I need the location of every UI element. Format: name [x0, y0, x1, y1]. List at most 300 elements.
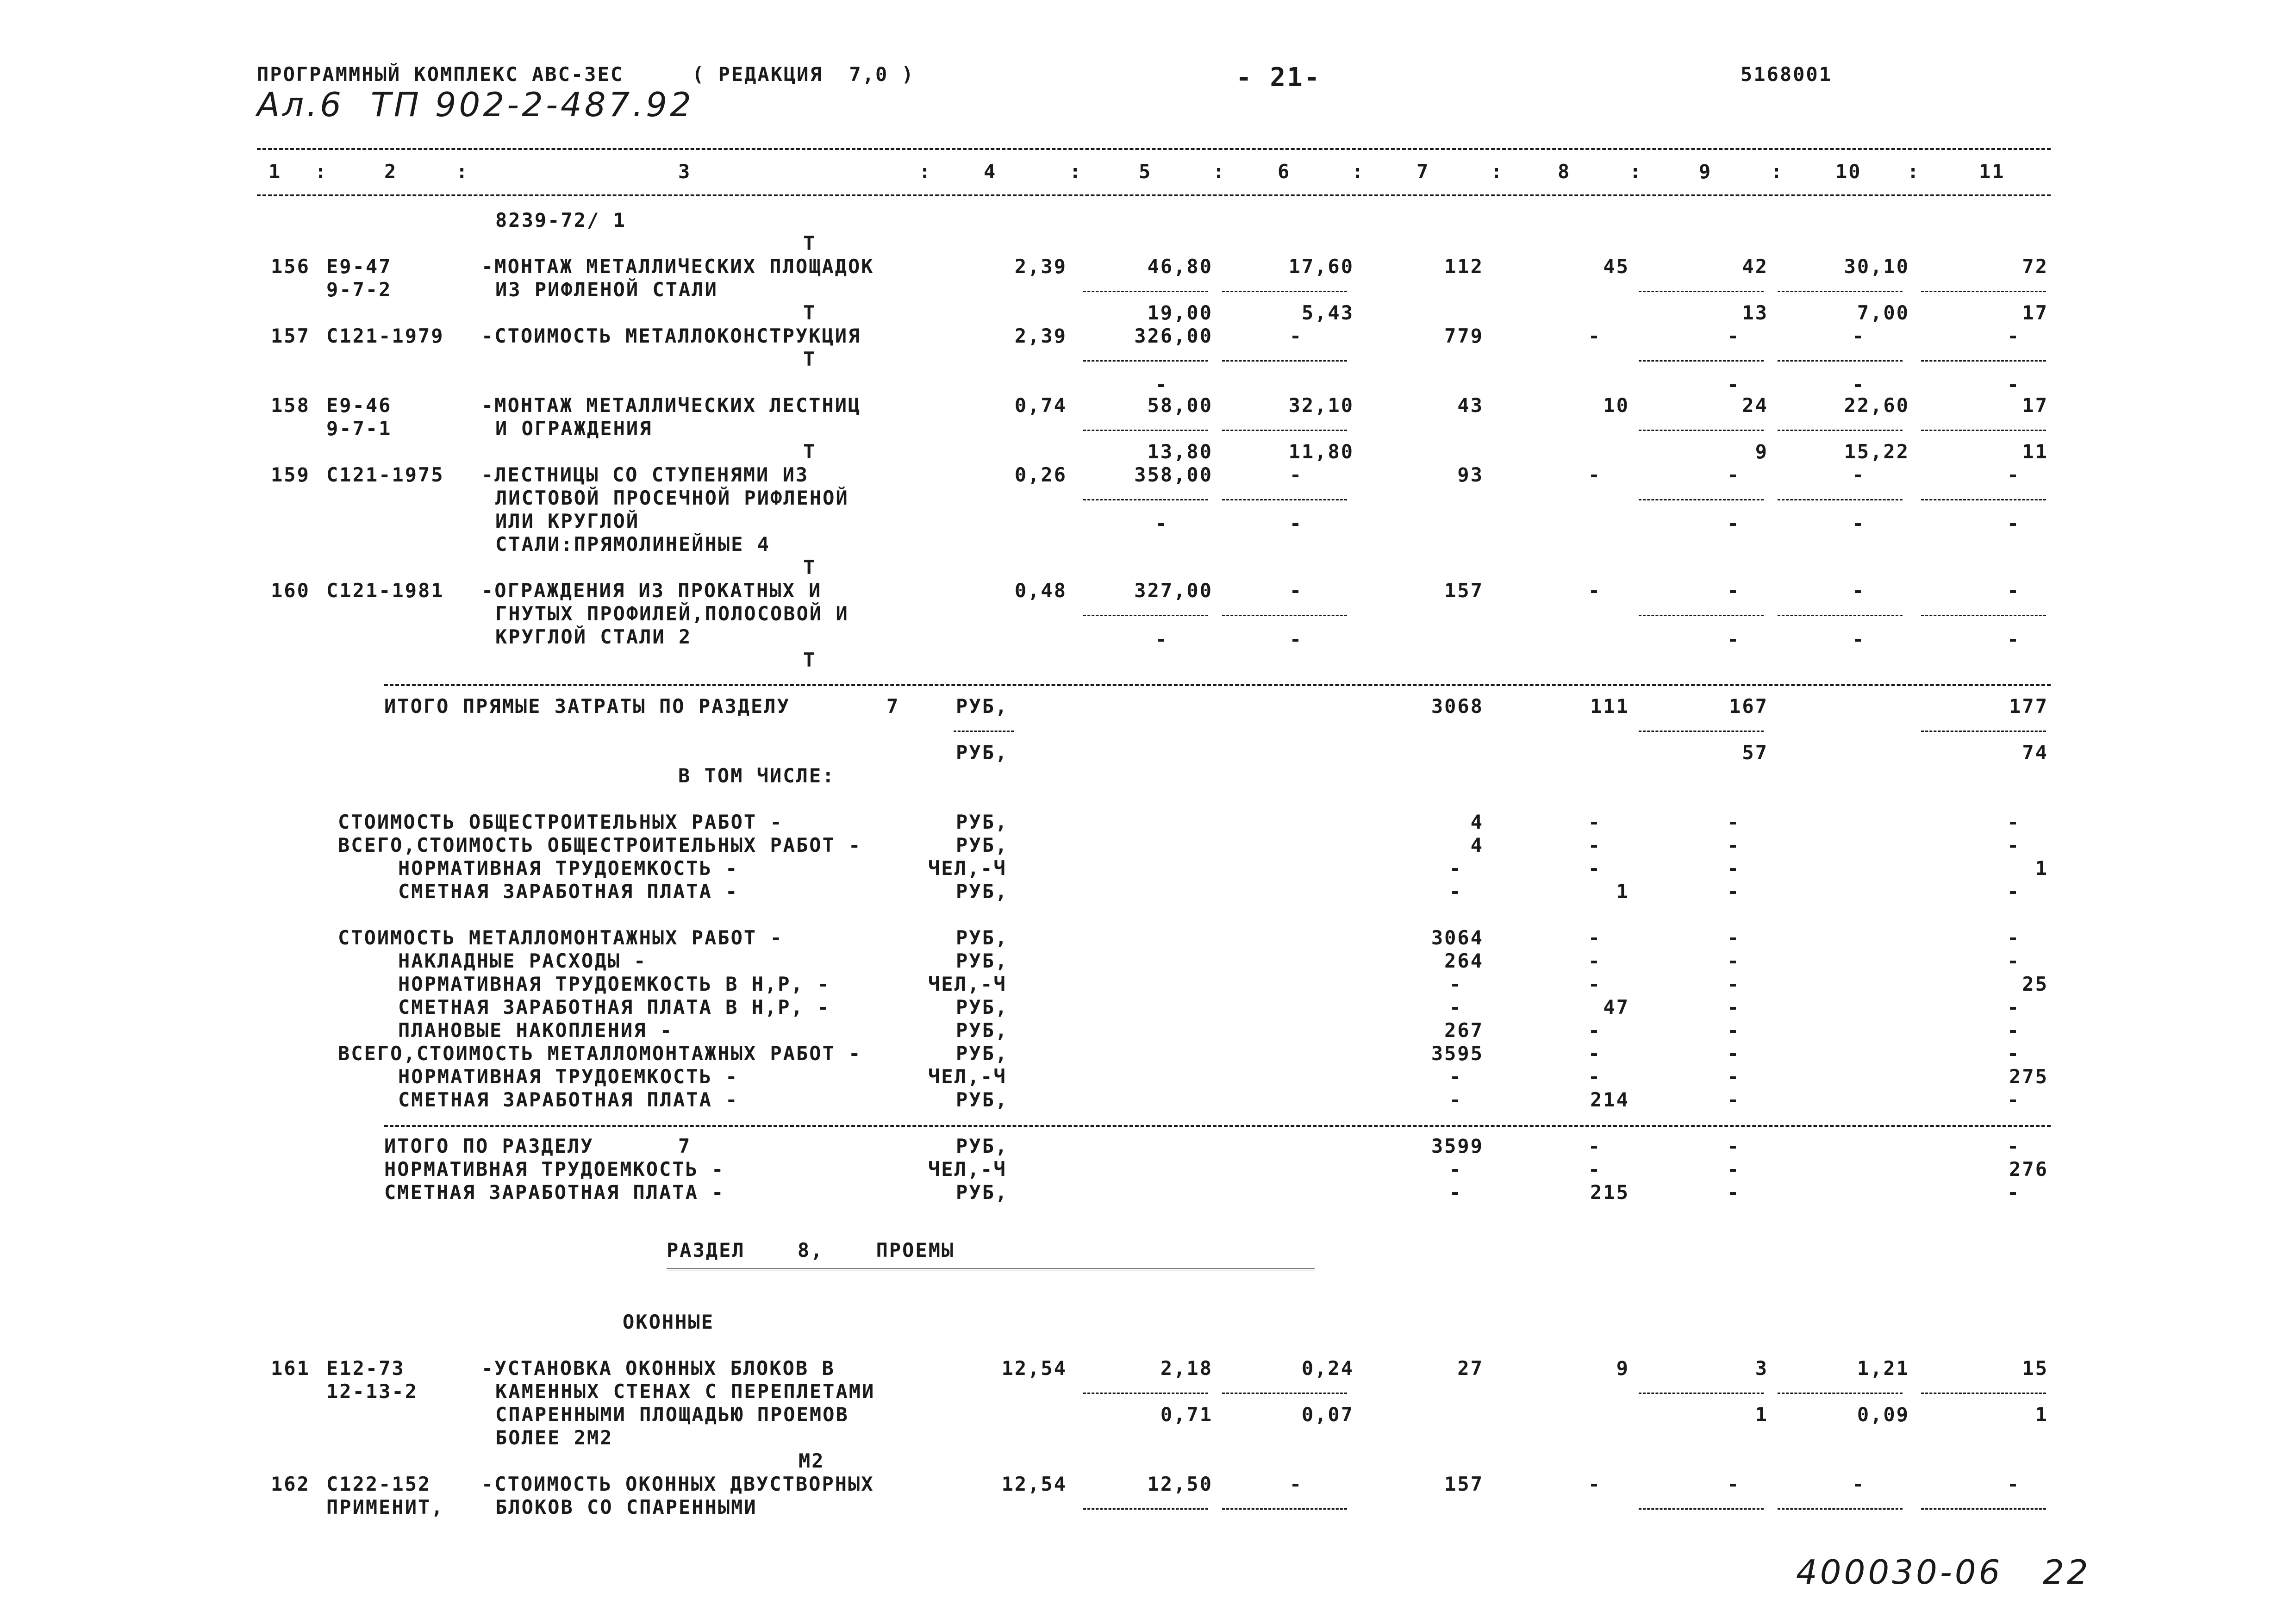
cell: 0,48 [1014, 579, 1067, 602]
cell: - [1852, 325, 1866, 347]
cell: -МОНТАЖ МЕТАЛЛИЧЕСКИХ ПЛОЩАДОК [481, 255, 874, 278]
cell: - [1588, 811, 1602, 833]
dash-rule [1921, 615, 2046, 616]
col-3: 3 [678, 160, 692, 183]
dash-rule [1083, 1393, 1208, 1394]
cell: - [1588, 834, 1602, 856]
cell: - [1727, 1158, 1741, 1181]
dash-rule [1778, 1393, 1903, 1394]
cell: - [1727, 949, 1741, 972]
cell: - [1289, 1473, 1303, 1495]
cell: - [1588, 1473, 1602, 1495]
dash-rule [1222, 291, 1347, 292]
cell: ЧЕЛ,-Ч [928, 857, 1007, 880]
cell: 9 [1616, 1357, 1629, 1380]
cell: 58,00 [1147, 394, 1213, 417]
cell: 276 [2009, 1158, 2048, 1181]
cell: ИТОГО ПРЯМЫЕ ЗАТРАТЫ ПО РАЗДЕЛУ [384, 695, 790, 718]
cell: - [1588, 579, 1602, 602]
cell: - [2007, 1019, 2021, 1042]
cell: 12,54 [1001, 1473, 1067, 1495]
cell: - [1588, 949, 1602, 972]
program-title: ПРОГРАММНЫЙ КОМПЛЕКС АВС-ЗЕС [257, 63, 624, 86]
cell: - [1588, 926, 1602, 949]
dash-rule [1778, 615, 1903, 616]
cell: 0,26 [1014, 463, 1067, 486]
cell: - [2007, 1088, 2021, 1111]
cell: М2 [799, 1449, 825, 1472]
cell: С122-152 [326, 1473, 431, 1495]
cell: ВСЕГО,СТОИМОСТЬ ОБЩЕСТРОИТЕЛЬНЫХ РАБОТ - [338, 834, 862, 856]
cell: 13 [1742, 301, 1768, 324]
cell: 160 [271, 579, 310, 602]
cell: 12,54 [1001, 1357, 1067, 1380]
cell: - [1852, 628, 1866, 650]
cell: БОЛЕЕ 2М2 [495, 1426, 613, 1449]
cell: 2,18 [1160, 1357, 1213, 1380]
cell: - [1289, 512, 1303, 535]
cell: - [1449, 880, 1463, 903]
cell: 32,10 [1288, 394, 1354, 417]
page-number: - 21- [1236, 62, 1321, 93]
cell: РУБ, [956, 880, 1009, 903]
dash-rule [1083, 291, 1208, 292]
cell: 11 [2022, 440, 2048, 463]
cell: 358,00 [1134, 463, 1213, 486]
cell: - [2007, 996, 2021, 1018]
col-4: 4 [984, 160, 997, 183]
cell: 167 [1729, 695, 1768, 718]
cell: -ЛЕСТНИЦЫ СО СТУПЕНЯМИ ИЗ [481, 463, 809, 486]
cell: 13,80 [1147, 440, 1213, 463]
cell: В ТОМ ЧИСЛЕ: [678, 764, 836, 787]
cell: - [1727, 1042, 1741, 1065]
cell: СТАЛИ:ПРЯМОЛИНЕЙНЫЕ 4 [495, 533, 771, 556]
col-5: 5 [1139, 160, 1152, 183]
cell: 264 [1444, 949, 1484, 972]
cell: Т [803, 556, 817, 579]
cell: КРУГЛОЙ СТАЛИ 2 [495, 625, 692, 648]
col-sep: : [1352, 160, 1365, 183]
cell: 1 [2035, 857, 2048, 880]
handwritten-sheet-code: 400030-06 22 [1796, 1553, 2091, 1592]
cell: - [1727, 1088, 1741, 1111]
dash-rule [1921, 499, 2046, 500]
cell: - [1449, 973, 1463, 995]
cell: - [2007, 463, 2021, 486]
cell: 9 [1755, 440, 1768, 463]
cell: 25 [2022, 973, 2048, 995]
cell: - [1727, 857, 1741, 880]
col-sep: : [315, 160, 328, 183]
cell: 267 [1444, 1019, 1484, 1042]
dash-rule [1639, 731, 1764, 732]
cell: Т [803, 232, 817, 255]
cell: - [2007, 1135, 2021, 1157]
cell: 7 [886, 695, 900, 718]
cell: - [1727, 579, 1741, 602]
cell: - [1449, 857, 1463, 880]
dash-rule [1222, 1393, 1347, 1394]
col-7: 7 [1416, 160, 1430, 183]
cell: 3068 [1431, 695, 1484, 718]
cell: 1,21 [1857, 1357, 1909, 1380]
cell: 3595 [1431, 1042, 1484, 1065]
cell: - [1155, 512, 1169, 535]
dash-rule [1639, 499, 1764, 500]
cell: Е9-47 [326, 255, 392, 278]
cell: 10 [1603, 394, 1629, 417]
cell: - [1852, 1473, 1866, 1495]
cell: 2,39 [1014, 255, 1067, 278]
section-total-rule [384, 1125, 2051, 1127]
cell: 3599 [1431, 1135, 1484, 1157]
cell: ЧЕЛ,-Ч [928, 973, 1007, 995]
dash-rule [1639, 1508, 1764, 1510]
cell: РУБ, [956, 949, 1009, 972]
cell: 27 [1457, 1357, 1484, 1380]
cell: - [1727, 512, 1741, 535]
cell: С121-1975 [326, 463, 444, 486]
cell: 162 [271, 1473, 310, 1495]
dash-rule [1921, 360, 2046, 362]
cell: НОРМАТИВНАЯ ТРУДОЕМКОСТЬ - [384, 1158, 725, 1181]
col-11: 11 [1979, 160, 2005, 183]
cell: 157 [271, 325, 310, 347]
cell: ЛИСТОВОЙ ПРОСЕЧНОЙ РИФЛЕНОЙ [495, 487, 849, 509]
cell: 1 [1755, 1403, 1768, 1426]
cell: 15 [2022, 1357, 2048, 1380]
dash-rule [1222, 430, 1347, 431]
cell: 46,80 [1147, 255, 1213, 278]
cell: - [1852, 373, 1866, 396]
cell: 93 [1457, 463, 1484, 486]
dash-rule [1083, 615, 1208, 616]
cell: ЧЕЛ,-Ч [928, 1158, 1007, 1181]
cell: 19,00 [1147, 301, 1213, 324]
cell: 24 [1742, 394, 1768, 417]
cell: 2,39 [1014, 325, 1067, 347]
cell: РУБ, [956, 1019, 1009, 1042]
col-sep: : [1771, 160, 1784, 183]
cell: - [1727, 373, 1741, 396]
cell: ПРИМЕНИТ, [326, 1496, 444, 1518]
cell: 327,00 [1134, 579, 1213, 602]
cell: 158 [271, 394, 310, 417]
cell: - [1852, 463, 1866, 486]
cell: 22,60 [1844, 394, 1909, 417]
handwritten-reference: Ал.6 ТП 902-2-487.92 [257, 85, 694, 124]
cell: 326,00 [1134, 325, 1213, 347]
cell: - [1588, 1019, 1602, 1042]
cell: РУБ, [956, 741, 1009, 764]
section-title-underline [667, 1268, 1315, 1270]
cell: И ОГРАЖДЕНИЯ [495, 417, 653, 440]
cell: РУБ, [956, 695, 1009, 718]
dash-rule [1222, 1508, 1347, 1510]
cell: - [1289, 325, 1303, 347]
col-10: 10 [1835, 160, 1862, 183]
col-sep: : [1491, 160, 1504, 183]
col-sep: : [1629, 160, 1643, 183]
dash-rule [1639, 1393, 1764, 1394]
cell: 0,07 [1301, 1403, 1354, 1426]
cell: - [1727, 834, 1741, 856]
cell: РУБ, [956, 1042, 1009, 1065]
cell: 47 [1603, 996, 1629, 1018]
edition-label: ( РЕДАКЦИЯ 7,0 ) [692, 63, 915, 86]
cell: Т [803, 301, 817, 324]
cell: 156 [271, 255, 310, 278]
cell: ИЗ РИФЛЕНОЙ СТАЛИ [495, 278, 718, 301]
cell: - [1155, 628, 1169, 650]
dash-rule [1778, 1508, 1903, 1510]
cell: 0,24 [1301, 1357, 1354, 1380]
cell: 111 [1590, 695, 1629, 718]
cell: 112 [1444, 255, 1484, 278]
cell: 9-7-1 [326, 417, 392, 440]
cell: 3064 [1431, 926, 1484, 949]
cell: - [1449, 1181, 1463, 1204]
cell: РУБ, [956, 1135, 1009, 1157]
cell: - [2007, 926, 2021, 949]
cell: - [1588, 973, 1602, 995]
cell: Т [803, 440, 817, 463]
dash-rule [1921, 1508, 2046, 1510]
col-2: 2 [384, 160, 398, 183]
cell: НОРМАТИВНАЯ ТРУДОЕМКОСТЬ - [398, 1065, 739, 1088]
cell: 157 [1444, 579, 1484, 602]
cell: - [2007, 373, 2021, 396]
cell: - [1727, 1135, 1741, 1157]
cell: - [1588, 463, 1602, 486]
col-sep: : [456, 160, 469, 183]
cell: - [2007, 579, 2021, 602]
col-6: 6 [1278, 160, 1291, 183]
cell: ИТОГО ПО РАЗДЕЛУ [384, 1135, 594, 1157]
cell: - [2007, 1473, 2021, 1495]
col-1: 1 [268, 160, 282, 183]
cell: НОРМАТИВНАЯ ТРУДОЕМКОСТЬ В Н,Р, - [398, 973, 830, 995]
cell: - [1727, 811, 1741, 833]
cell: ОКОННЫЕ [623, 1311, 715, 1333]
cell: - [1449, 996, 1463, 1018]
cell: - [1449, 1158, 1463, 1181]
col-sep: : [919, 160, 932, 183]
cell: -СТОИМОСТЬ ОКОННЫХ ДВУСТВОРНЫХ [481, 1473, 874, 1495]
dash-rule [1921, 1393, 2046, 1394]
cell: - [1449, 1088, 1463, 1111]
cell: КАМЕННЫХ СТЕНАХ С ПЕРЕПЛЕТАМИ [495, 1380, 875, 1403]
cell: - [1588, 1158, 1602, 1181]
cell: - [1588, 1065, 1602, 1088]
cell: РУБ, [956, 811, 1009, 833]
cell: - [1727, 1181, 1741, 1204]
cell: СМЕТНАЯ ЗАРАБОТНАЯ ПЛАТА - [384, 1181, 725, 1204]
cell: 157 [1444, 1473, 1484, 1495]
cell: 0,09 [1857, 1403, 1909, 1426]
cell: СТОИМОСТЬ МЕТАЛЛОМОНТАЖНЫХ РАБОТ - [338, 926, 783, 949]
col-sep: : [1907, 160, 1921, 183]
cell: СМЕТНАЯ ЗАРАБОТНАЯ ПЛАТА В Н,Р, - [398, 996, 830, 1018]
cell: 3 [1755, 1357, 1768, 1380]
cell: С121-1979 [326, 325, 444, 347]
cell: - [1289, 579, 1303, 602]
cell: - [1727, 926, 1741, 949]
cell: - [2007, 949, 2021, 972]
cell: 12-13-2 [326, 1380, 418, 1403]
cell: -ОГРАЖДЕНИЯ ИЗ ПРОКАТНЫХ И [481, 579, 822, 602]
cell: - [1727, 628, 1741, 650]
cell: 9-7-2 [326, 278, 392, 301]
cell: - [1727, 973, 1741, 995]
dash-rule [1083, 360, 1208, 362]
cell: 42 [1742, 255, 1768, 278]
cell: - [1852, 512, 1866, 535]
cell: 57 [1742, 741, 1768, 764]
cell: - [1155, 373, 1169, 396]
cell: ИЛИ КРУГЛОЙ [495, 510, 640, 532]
cell: - [1852, 579, 1866, 602]
cell: 12,50 [1147, 1473, 1213, 1495]
cell: ВСЕГО,СТОИМОСТЬ МЕТАЛЛОМОНТАЖНЫХ РАБОТ - [338, 1042, 862, 1065]
cell: 17,60 [1288, 255, 1354, 278]
header-top-rule [257, 148, 2051, 150]
cell: 72 [2022, 255, 2048, 278]
cell: - [1588, 1135, 1602, 1157]
col-8: 8 [1558, 160, 1571, 183]
cell: Е12-73 [326, 1357, 405, 1380]
cell: РУБ, [956, 1088, 1009, 1111]
cell: - [1727, 1019, 1741, 1042]
cell: РУБ, [956, 926, 1009, 949]
cell: НОРМАТИВНАЯ ТРУДОЕМКОСТЬ - [398, 857, 739, 880]
cell: РУБ, [956, 996, 1009, 1018]
cell: 1 [1616, 880, 1629, 903]
cell: -МОНТАЖ МЕТАЛЛИЧЕСКИХ ЛЕСТНИЦ [481, 394, 861, 417]
cell: 7 [678, 1135, 692, 1157]
cell: РУБ, [956, 1181, 1009, 1204]
cell: 215 [1590, 1181, 1629, 1204]
col-9: 9 [1699, 160, 1712, 183]
dash-rule [954, 731, 1014, 732]
col-sep: : [1069, 160, 1083, 183]
dash-rule [1778, 360, 1903, 362]
cell: СМЕТНАЯ ЗАРАБОТНАЯ ПЛАТА - [398, 880, 739, 903]
cell: СПАРЕННЫМИ ПЛОЩАДЬЮ ПРОЕМОВ [495, 1403, 849, 1426]
cell: - [2007, 811, 2021, 833]
cell: - [2007, 325, 2021, 347]
cell: 1 [2035, 1403, 2048, 1426]
cell: - [1289, 628, 1303, 650]
cell: - [2007, 880, 2021, 903]
cell: - [1727, 880, 1741, 903]
cell: 4 [1470, 811, 1484, 833]
cell: 30,10 [1844, 255, 1909, 278]
dash-rule [1083, 430, 1208, 431]
cell: 4 [1470, 834, 1484, 856]
cell: 0,74 [1014, 394, 1067, 417]
cell: - [1449, 1065, 1463, 1088]
cell: 159 [271, 463, 310, 486]
cell: - [1727, 325, 1741, 347]
cell: - [1588, 857, 1602, 880]
cell: - [2007, 628, 2021, 650]
cell: Т [803, 649, 817, 671]
dash-rule [1778, 430, 1903, 431]
dash-rule [1083, 499, 1208, 500]
cell: 214 [1590, 1088, 1629, 1111]
cell: ЧЕЛ,-Ч [928, 1065, 1007, 1088]
cell: 161 [271, 1357, 310, 1380]
totals-top-rule [384, 684, 2051, 686]
cell: - [1727, 996, 1741, 1018]
cell: РАЗДЕЛ 8, ПРОЕМЫ [667, 1239, 955, 1262]
dash-rule [1222, 615, 1347, 616]
cell: 74 [2022, 741, 2048, 764]
cell: - [2007, 1042, 2021, 1065]
cell: СТОИМОСТЬ ОБЩЕСТРОИТЕЛЬНЫХ РАБОТ - [338, 811, 783, 833]
dash-rule [1639, 430, 1764, 431]
cell: ГНУТЫХ ПРОФИЛЕЙ,ПОЛОСОВОЙ И [495, 602, 849, 625]
dash-rule [1222, 499, 1347, 500]
cell: 0,71 [1160, 1403, 1213, 1426]
cell: - [1588, 1042, 1602, 1065]
cell: 275 [2009, 1065, 2048, 1088]
dash-rule [1921, 731, 2046, 732]
dash-rule [1778, 499, 1903, 500]
cell: 8239-72/ 1 [495, 209, 626, 231]
dash-rule [1921, 291, 2046, 292]
cell: 15,22 [1844, 440, 1909, 463]
cell: 5,43 [1301, 301, 1354, 324]
cell: РУБ, [956, 834, 1009, 856]
cell: 779 [1444, 325, 1484, 347]
cell: 17 [2022, 394, 2048, 417]
cell: НАКЛАДНЫЕ РАСХОДЫ - [398, 949, 647, 972]
dash-rule [1639, 291, 1764, 292]
cell: - [2007, 1181, 2021, 1204]
cell: Е9-46 [326, 394, 392, 417]
cell: 45 [1603, 255, 1629, 278]
cell: - [1727, 1473, 1741, 1495]
cell: - [2007, 512, 2021, 535]
cell: - [2007, 834, 2021, 856]
dash-rule [1083, 1508, 1208, 1510]
cell: -СТОИМОСТЬ МЕТАЛЛОКОНСТРУКЦИЯ [481, 325, 861, 347]
dash-rule [1222, 360, 1347, 362]
cell: БЛОКОВ СО СПАРЕННЫМИ [495, 1496, 757, 1518]
dash-rule [1921, 430, 2046, 431]
cell: -УСТАНОВКА ОКОННЫХ БЛОКОВ В [481, 1357, 835, 1380]
cell: 43 [1457, 394, 1484, 417]
cell: С121-1981 [326, 579, 444, 602]
cell: - [1727, 1065, 1741, 1088]
header-bottom-rule [257, 194, 2051, 196]
dash-rule [1778, 291, 1903, 292]
cell: ПЛАНОВЫЕ НАКОПЛЕНИЯ - [398, 1019, 674, 1042]
cell: 17 [2022, 301, 2048, 324]
cell: - [1289, 463, 1303, 486]
dash-rule [1639, 360, 1764, 362]
col-sep: : [1213, 160, 1226, 183]
cell: СМЕТНАЯ ЗАРАБОТНАЯ ПЛАТА - [398, 1088, 739, 1111]
dash-rule [1639, 615, 1764, 616]
cell: - [1588, 325, 1602, 347]
document-code: 5168001 [1741, 63, 1833, 86]
cell: Т [803, 348, 817, 370]
cell: 7,00 [1857, 301, 1909, 324]
